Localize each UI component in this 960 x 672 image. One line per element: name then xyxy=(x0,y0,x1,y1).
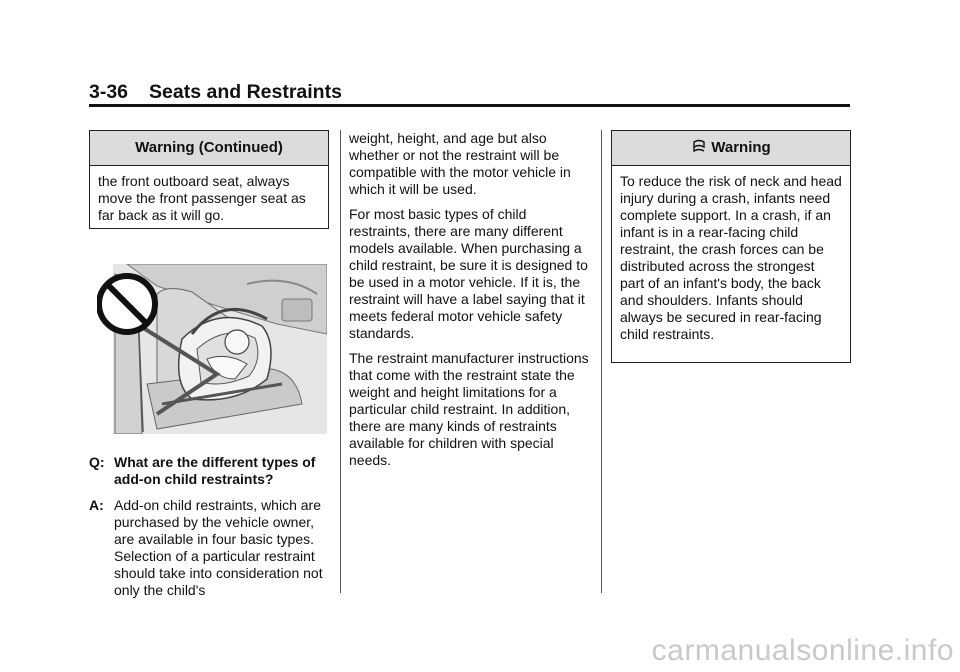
page-number: 3-36 xyxy=(89,81,129,103)
rear-facing-child-seat-illustration xyxy=(97,264,327,434)
warning-title: Warning xyxy=(711,139,771,156)
warning-body: To reduce the risk of neck and head injury during a crash, infants need complete support. In a crash, if an infant is in a rear-facing child restraint, the crash forces can be distributed across the strongest part of an infant's body, the back and shoulders. Infants should always be secured in rear-facing child restraints. xyxy=(620,173,842,342)
warning-title-bar xyxy=(612,131,850,166)
paragraph: The restraint manufacturer instructions that come with the restraint state the weight and height limitations for a particular child restraint. In addition, there are many kinds of restraints available for children with special needs. xyxy=(349,350,589,468)
question-item xyxy=(89,454,329,488)
paragraph: For most basic types of child restraints, there are many different models available. When purchasing a child restraint, be sure it is designed to be used in a motor vehicle. If it is, the restraint will have a label saying that it meets federal motor vehicle safety standards. xyxy=(349,206,588,341)
answer-item xyxy=(89,497,329,599)
answer-label: A: xyxy=(89,497,104,513)
page-header xyxy=(89,80,850,107)
section-title: Seats and Restraints xyxy=(149,81,342,103)
answer-text: Add-on child restraints, which are purchased by the vehicle owner, are available in four basic types. Selection of a particular restraint should take into consideration not only the child's xyxy=(114,497,323,598)
warning-box xyxy=(611,130,851,363)
question-text: What are the different types of add-on child restraints? xyxy=(114,454,316,487)
warning-continued-title: Warning (Continued) xyxy=(90,131,328,166)
middle-column xyxy=(349,130,591,477)
warning-continued-body: the front outboard seat, always move the front passenger seat as far back as it will go. xyxy=(98,173,306,223)
prohibition-icon xyxy=(99,276,155,332)
column-divider-left xyxy=(340,130,341,593)
warning-continued-box xyxy=(89,130,329,229)
column-divider-right xyxy=(601,130,602,593)
warning-icon xyxy=(691,139,707,155)
watermark: carmanualsonline.info xyxy=(651,634,954,667)
paragraph: weight, height, and age but also whether or not the restraint will be compatible with the motor vehicle in which it will be used. xyxy=(349,130,571,197)
question-label: Q: xyxy=(89,454,105,470)
qa-section xyxy=(89,454,329,608)
